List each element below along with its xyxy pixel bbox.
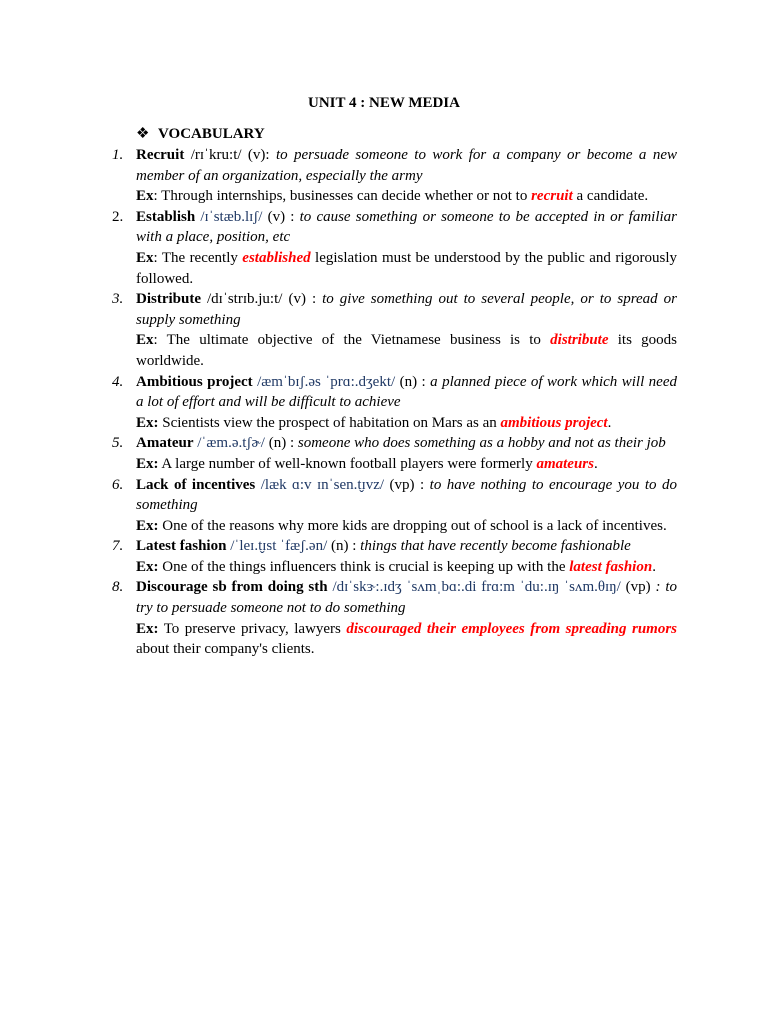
entry-example (136, 186, 677, 207)
example-label: Ex: (136, 620, 159, 637)
entry-example (136, 413, 677, 434)
term: Distribute (136, 291, 201, 308)
entry-definition (136, 207, 677, 248)
example-text-end: . (607, 414, 612, 431)
vocab-entry-amateur (0, 433, 677, 474)
meaning: to cause something or someone to be accepted in or familiar with a place, position, etc (136, 208, 677, 246)
entry-definition (136, 433, 677, 454)
example-highlight: ambitious project (500, 414, 608, 431)
vocab-entry-ambitious-project (0, 372, 677, 434)
entry-number: 1. (112, 147, 124, 163)
entry-definition (136, 372, 677, 413)
entry-example (136, 454, 677, 475)
term: Recruit (136, 147, 185, 163)
part-of-speech: (v): (241, 147, 276, 163)
example-text: A large number of well-known football players were formerly (158, 455, 537, 472)
example-text: : The ultimate objective of the Vietnamese business is to (153, 332, 551, 349)
part-of-speech: (v) : (262, 208, 300, 225)
meaning: : to try to persuade someone not to do something (136, 579, 677, 617)
term: Ambitious project (136, 373, 253, 390)
example-label: Ex (136, 249, 154, 266)
part-of-speech: (n) : (264, 435, 298, 452)
term: Latest fashion (136, 538, 227, 555)
page-title: UNIT 4 : NEW MEDIA (308, 95, 460, 111)
entry-number: 3. (112, 291, 124, 308)
entry-number: 5. (112, 435, 124, 452)
entry-definition (136, 536, 677, 557)
example-text: One of the reasons why more kids are dropping out of school is a lack of incentives. (158, 517, 667, 534)
entry-number: 4. (112, 373, 124, 390)
example-label: Ex (136, 188, 154, 205)
entry-number: 8. (112, 579, 124, 596)
example-text-end: . (593, 455, 598, 472)
entry-number: 7. (112, 538, 124, 555)
example-highlight: latest fashion (569, 558, 653, 575)
entry-example (136, 557, 677, 578)
example-text-end: its goods worldwide. (136, 332, 677, 369)
section-heading-label: VOCABULARY (158, 126, 265, 142)
example-label: Ex (136, 332, 154, 349)
entry-example (136, 248, 677, 289)
term: Establish (136, 208, 196, 225)
example-text: Scientists view the prospect of habitation on Mars as an (158, 414, 501, 431)
part-of-speech: (vp) (620, 579, 656, 596)
example-text-end: about their company's clients. (136, 641, 315, 658)
example-label: Ex: (136, 517, 159, 534)
part-of-speech: (v) : (282, 291, 323, 308)
pronunciation: /dɪˈskɝ:.ɪdʒ ˈsʌmˌbɑ:.di frɑ:m ˈdu:.ɪŋ ˈsʌm.θɪŋ/ (332, 579, 621, 596)
vocabulary-list (0, 145, 768, 660)
entry-example (136, 516, 677, 537)
meaning: things that have recently become fashionable (360, 538, 631, 555)
pronunciation: /dɪˈstrɪb.ju:t/ (207, 291, 283, 308)
pronunciation: /rɪˈkru:t/ (190, 147, 242, 163)
example-highlight: distribute (550, 332, 609, 349)
meaning: someone who does something as a hobby and not as their job (297, 435, 666, 452)
part-of-speech: (n) : (395, 373, 431, 390)
meaning: a planned piece of work which will need a lot of effort and will be difficult to achieve (136, 373, 677, 411)
entry-definition (136, 289, 677, 330)
vocab-entry-establish (0, 207, 677, 289)
example-highlight: recruit (531, 188, 573, 205)
vocab-entry-recruit (0, 145, 677, 207)
entry-example (136, 330, 677, 371)
pronunciation: /læk ɑ:v ɪnˈsen.t̬ɪvz/ (260, 476, 385, 493)
pronunciation: /ɪˈstæb.lɪʃ/ (200, 208, 263, 225)
entry-definition (136, 145, 677, 186)
example-highlight: established (242, 249, 311, 266)
term: Amateur (136, 435, 194, 452)
example-text: To preserve privacy, lawyers (158, 620, 347, 637)
vocab-entry-discourage (0, 577, 677, 659)
example-text: One of the things influencers think is crucial is keeping up with the (158, 558, 570, 575)
diamond-bullet-icon: ❖ (136, 126, 150, 142)
term: Lack of incentives (136, 476, 256, 493)
entry-definition (136, 475, 677, 516)
example-label: Ex: (136, 414, 159, 431)
part-of-speech: (vp) : (384, 476, 430, 493)
section-heading (136, 124, 265, 144)
part-of-speech: (n) : (327, 538, 361, 555)
example-highlight: discouraged their employees from spreading rumors (346, 620, 678, 637)
pronunciation: /ˈæm.ə.tʃɚ/ (197, 435, 265, 452)
meaning: to persuade someone to work for a company or become a new member of an organization, especially the army (136, 147, 677, 184)
entry-number: 2. (112, 208, 124, 225)
term: Discourage sb from doing sth (136, 579, 328, 596)
pronunciation: /ˈleɪ.t̬ɪst ˈfæʃ.ən/ (230, 538, 328, 555)
vocab-entry-lack-of-incentives (0, 475, 677, 537)
vocab-entry-distribute (0, 289, 677, 371)
example-text-end: legislation must be understood by the public and rigorously followed. (136, 249, 677, 287)
entry-number: 6. (112, 476, 124, 493)
example-label: Ex: (136, 455, 159, 472)
example-text: : Through internships, businesses can decide whether or not to (153, 188, 532, 205)
meaning: to give something out to several people, or to spread or supply something (136, 291, 677, 328)
vocab-entry-latest-fashion (0, 536, 677, 577)
entry-example (136, 619, 677, 660)
example-text-end: . (652, 558, 656, 575)
example-highlight: amateurs (536, 455, 594, 472)
example-text-end: a candidate. (572, 188, 649, 205)
entry-definition (136, 577, 677, 618)
pronunciation: /æmˈbɪʃ.əs ˈprɑ:.dʒekt/ (257, 373, 396, 390)
example-label: Ex: (136, 558, 159, 575)
meaning: to have nothing to encourage you to do something (136, 476, 678, 514)
example-text: : The recently (153, 249, 243, 266)
